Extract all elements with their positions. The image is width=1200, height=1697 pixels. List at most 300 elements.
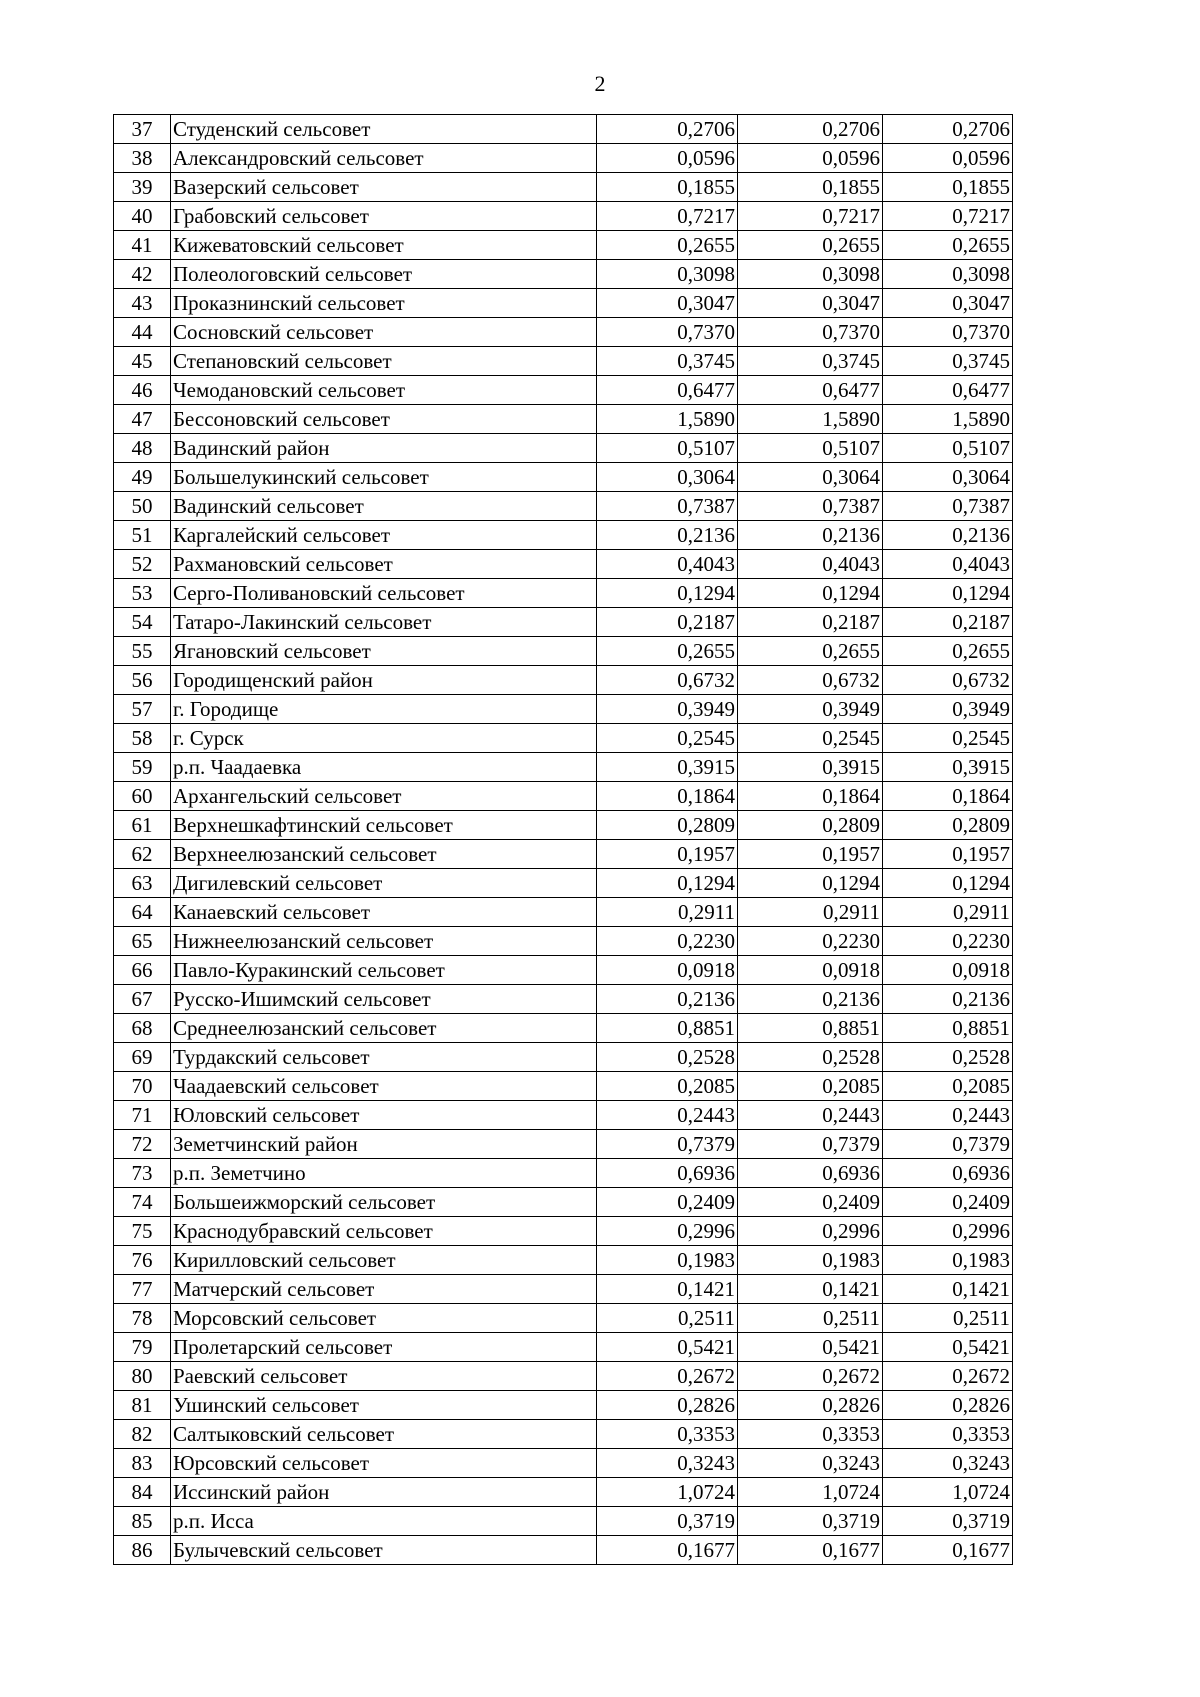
municipality-name-cell: р.п. Исса	[171, 1507, 597, 1536]
municipality-name-cell: Вадинский сельсовет	[171, 492, 597, 521]
value-cell-1: 0,2826	[597, 1391, 738, 1420]
municipality-name-cell: Большеижморский сельсовет	[171, 1188, 597, 1217]
value-cell-3: 0,1864	[883, 782, 1013, 811]
row-number-cell: 39	[114, 173, 171, 202]
value-cell-1: 0,2655	[597, 637, 738, 666]
table-row	[114, 376, 1013, 405]
table-row	[114, 1333, 1013, 1362]
table-row	[114, 463, 1013, 492]
value-cell-3: 0,0596	[883, 144, 1013, 173]
value-cell-2: 0,2187	[738, 608, 883, 637]
value-cell-2: 0,2230	[738, 927, 883, 956]
value-cell-2: 0,2996	[738, 1217, 883, 1246]
table-row	[114, 695, 1013, 724]
row-number-cell: 43	[114, 289, 171, 318]
value-cell-3: 0,2826	[883, 1391, 1013, 1420]
value-cell-3: 0,6732	[883, 666, 1013, 695]
value-cell-1: 0,2230	[597, 927, 738, 956]
table-row	[114, 550, 1013, 579]
table-row	[114, 1507, 1013, 1536]
value-cell-2: 0,3098	[738, 260, 883, 289]
value-cell-2: 0,2528	[738, 1043, 883, 1072]
table-row	[114, 405, 1013, 434]
value-cell-2: 0,5107	[738, 434, 883, 463]
municipality-name-cell: Пролетарский сельсовет	[171, 1333, 597, 1362]
value-cell-1: 0,2528	[597, 1043, 738, 1072]
page-number: 2	[594, 71, 606, 96]
data-table	[113, 114, 1013, 1565]
value-cell-1: 0,2136	[597, 985, 738, 1014]
table-row	[114, 1449, 1013, 1478]
row-number-cell: 49	[114, 463, 171, 492]
value-cell-2: 0,7379	[738, 1130, 883, 1159]
table-row	[114, 666, 1013, 695]
municipality-name-cell: Проказнинский сельсовет	[171, 289, 597, 318]
value-cell-2: 1,5890	[738, 405, 883, 434]
row-number-cell: 44	[114, 318, 171, 347]
row-number-cell: 65	[114, 927, 171, 956]
row-number-cell: 75	[114, 1217, 171, 1246]
row-number-cell: 46	[114, 376, 171, 405]
value-cell-2: 0,2443	[738, 1101, 883, 1130]
table-row	[114, 782, 1013, 811]
value-cell-1: 0,1957	[597, 840, 738, 869]
value-cell-1: 0,2809	[597, 811, 738, 840]
value-cell-2: 0,2672	[738, 1362, 883, 1391]
value-cell-1: 0,2996	[597, 1217, 738, 1246]
value-cell-2: 0,5421	[738, 1333, 883, 1362]
value-cell-3: 0,2136	[883, 985, 1013, 1014]
table-row	[114, 1014, 1013, 1043]
row-number-cell: 79	[114, 1333, 171, 1362]
value-cell-1: 0,3353	[597, 1420, 738, 1449]
table-row	[114, 1275, 1013, 1304]
municipality-name-cell: Канаевский сельсовет	[171, 898, 597, 927]
table-row	[114, 521, 1013, 550]
row-number-cell: 64	[114, 898, 171, 927]
value-cell-1: 0,6732	[597, 666, 738, 695]
value-cell-3: 0,6477	[883, 376, 1013, 405]
row-number-cell: 70	[114, 1072, 171, 1101]
municipality-name-cell: Городищенский район	[171, 666, 597, 695]
row-number-cell: 77	[114, 1275, 171, 1304]
value-cell-1: 0,2511	[597, 1304, 738, 1333]
table-row	[114, 1043, 1013, 1072]
table-row	[114, 898, 1013, 927]
row-number-cell: 66	[114, 956, 171, 985]
row-number-cell: 42	[114, 260, 171, 289]
value-cell-1: 0,2085	[597, 1072, 738, 1101]
table-row	[114, 1246, 1013, 1275]
value-cell-1: 0,7370	[597, 318, 738, 347]
table-row	[114, 202, 1013, 231]
table-row	[114, 811, 1013, 840]
value-cell-2: 0,6936	[738, 1159, 883, 1188]
table-body	[114, 115, 1013, 1565]
row-number-cell: 47	[114, 405, 171, 434]
value-cell-1: 0,7387	[597, 492, 738, 521]
municipality-name-cell: Серго-Поливановский сельсовет	[171, 579, 597, 608]
municipality-name-cell: Чемодановский сельсовет	[171, 376, 597, 405]
municipality-name-cell: Среднеелюзанский сельсовет	[171, 1014, 597, 1043]
municipality-name-cell: Турдакский сельсовет	[171, 1043, 597, 1072]
row-number-cell: 76	[114, 1246, 171, 1275]
municipality-name-cell: Вадинский район	[171, 434, 597, 463]
row-number-cell: 63	[114, 869, 171, 898]
municipality-name-cell: Юловский сельсовет	[171, 1101, 597, 1130]
row-number-cell: 61	[114, 811, 171, 840]
table-row	[114, 1362, 1013, 1391]
row-number-cell: 84	[114, 1478, 171, 1507]
municipality-name-cell: Иссинский район	[171, 1478, 597, 1507]
value-cell-1: 0,6936	[597, 1159, 738, 1188]
value-cell-3: 0,2672	[883, 1362, 1013, 1391]
municipality-name-cell: Грабовский сельсовет	[171, 202, 597, 231]
municipality-name-cell: Матчерский сельсовет	[171, 1275, 597, 1304]
value-cell-1: 0,1983	[597, 1246, 738, 1275]
value-cell-1: 0,1677	[597, 1536, 738, 1565]
value-cell-3: 0,0918	[883, 956, 1013, 985]
value-cell-2: 0,1294	[738, 579, 883, 608]
table-row	[114, 1478, 1013, 1507]
value-cell-1: 0,1864	[597, 782, 738, 811]
value-cell-2: 0,2545	[738, 724, 883, 753]
value-cell-3: 0,2545	[883, 724, 1013, 753]
municipality-name-cell: Архангельский сельсовет	[171, 782, 597, 811]
value-cell-1: 0,2706	[597, 115, 738, 144]
table-row	[114, 753, 1013, 782]
value-cell-2: 0,3064	[738, 463, 883, 492]
value-cell-3: 0,7387	[883, 492, 1013, 521]
value-cell-3: 0,2528	[883, 1043, 1013, 1072]
row-number-cell: 54	[114, 608, 171, 637]
row-number-cell: 73	[114, 1159, 171, 1188]
municipality-name-cell: Чаадаевский сельсовет	[171, 1072, 597, 1101]
municipality-name-cell: Нижнеелюзанский сельсовет	[171, 927, 597, 956]
value-cell-1: 0,3098	[597, 260, 738, 289]
value-cell-3: 1,0724	[883, 1478, 1013, 1507]
value-cell-1: 0,8851	[597, 1014, 738, 1043]
row-number-cell: 55	[114, 637, 171, 666]
municipality-name-cell: Юрсовский сельсовет	[171, 1449, 597, 1478]
value-cell-2: 0,1421	[738, 1275, 883, 1304]
value-cell-3: 0,2443	[883, 1101, 1013, 1130]
value-cell-2: 0,2911	[738, 898, 883, 927]
value-cell-1: 0,3949	[597, 695, 738, 724]
table-row	[114, 289, 1013, 318]
municipality-name-cell: Ягановский сельсовет	[171, 637, 597, 666]
value-cell-1: 0,3243	[597, 1449, 738, 1478]
municipality-name-cell: Вазерский сельсовет	[171, 173, 597, 202]
value-cell-1: 0,1855	[597, 173, 738, 202]
value-cell-2: 0,2136	[738, 521, 883, 550]
value-cell-1: 0,2545	[597, 724, 738, 753]
value-cell-1: 0,7379	[597, 1130, 738, 1159]
value-cell-3: 0,3915	[883, 753, 1013, 782]
municipality-name-cell: Полеологовский сельсовет	[171, 260, 597, 289]
municipality-name-cell: р.п. Земетчино	[171, 1159, 597, 1188]
municipality-name-cell: Раевский сельсовет	[171, 1362, 597, 1391]
value-cell-2: 0,2655	[738, 637, 883, 666]
value-cell-2: 0,1294	[738, 869, 883, 898]
row-number-cell: 48	[114, 434, 171, 463]
table-row	[114, 318, 1013, 347]
value-cell-3: 1,5890	[883, 405, 1013, 434]
value-cell-2: 0,7217	[738, 202, 883, 231]
value-cell-3: 0,2187	[883, 608, 1013, 637]
municipality-name-cell: Дигилевский сельсовет	[171, 869, 597, 898]
value-cell-1: 0,2443	[597, 1101, 738, 1130]
value-cell-2: 0,3243	[738, 1449, 883, 1478]
value-cell-3: 0,1957	[883, 840, 1013, 869]
value-cell-2: 0,6477	[738, 376, 883, 405]
value-cell-3: 0,3745	[883, 347, 1013, 376]
municipality-name-cell: Студенский сельсовет	[171, 115, 597, 144]
municipality-name-cell: Степановский сельсовет	[171, 347, 597, 376]
value-cell-3: 0,2230	[883, 927, 1013, 956]
table-row	[114, 724, 1013, 753]
value-cell-3: 0,2911	[883, 898, 1013, 927]
municipality-name-cell: Салтыковский сельсовет	[171, 1420, 597, 1449]
value-cell-1: 0,2187	[597, 608, 738, 637]
value-cell-3: 0,7379	[883, 1130, 1013, 1159]
value-cell-2: 0,4043	[738, 550, 883, 579]
value-cell-2: 0,7370	[738, 318, 883, 347]
value-cell-3: 0,7370	[883, 318, 1013, 347]
value-cell-3: 0,2409	[883, 1188, 1013, 1217]
value-cell-1: 0,3915	[597, 753, 738, 782]
value-cell-3: 0,1855	[883, 173, 1013, 202]
value-cell-1: 0,2409	[597, 1188, 738, 1217]
value-cell-3: 0,3047	[883, 289, 1013, 318]
table-row	[114, 579, 1013, 608]
row-number-cell: 59	[114, 753, 171, 782]
value-cell-3: 0,5421	[883, 1333, 1013, 1362]
table-row	[114, 1130, 1013, 1159]
table-row	[114, 869, 1013, 898]
municipality-name-cell: г. Сурск	[171, 724, 597, 753]
value-cell-1: 0,0918	[597, 956, 738, 985]
value-cell-3: 0,4043	[883, 550, 1013, 579]
value-cell-3: 0,7217	[883, 202, 1013, 231]
value-cell-1: 0,5421	[597, 1333, 738, 1362]
value-cell-3: 0,6936	[883, 1159, 1013, 1188]
municipality-name-cell: Александровский сельсовет	[171, 144, 597, 173]
row-number-cell: 51	[114, 521, 171, 550]
value-cell-2: 0,2085	[738, 1072, 883, 1101]
value-cell-1: 0,0596	[597, 144, 738, 173]
value-cell-1: 0,2655	[597, 231, 738, 260]
row-number-cell: 71	[114, 1101, 171, 1130]
value-cell-2: 0,1855	[738, 173, 883, 202]
value-cell-1: 0,1421	[597, 1275, 738, 1304]
table-row	[114, 347, 1013, 376]
table-row	[114, 173, 1013, 202]
row-number-cell: 74	[114, 1188, 171, 1217]
municipality-name-cell: Верхнеелюзанский сельсовет	[171, 840, 597, 869]
value-cell-2: 0,1957	[738, 840, 883, 869]
table-row	[114, 115, 1013, 144]
table-row	[114, 1159, 1013, 1188]
table-row	[114, 608, 1013, 637]
row-number-cell: 85	[114, 1507, 171, 1536]
value-cell-1: 0,4043	[597, 550, 738, 579]
value-cell-1: 0,5107	[597, 434, 738, 463]
value-cell-2: 0,1983	[738, 1246, 883, 1275]
row-number-cell: 62	[114, 840, 171, 869]
row-number-cell: 86	[114, 1536, 171, 1565]
row-number-cell: 56	[114, 666, 171, 695]
value-cell-1: 0,3047	[597, 289, 738, 318]
municipality-name-cell: Сосновский сельсовет	[171, 318, 597, 347]
value-cell-3: 0,1294	[883, 579, 1013, 608]
value-cell-3: 0,1294	[883, 869, 1013, 898]
value-cell-1: 0,3719	[597, 1507, 738, 1536]
table-row	[114, 231, 1013, 260]
value-cell-2: 0,2655	[738, 231, 883, 260]
value-cell-3: 0,2809	[883, 811, 1013, 840]
table-row	[114, 1420, 1013, 1449]
table-row	[114, 1072, 1013, 1101]
table-row	[114, 840, 1013, 869]
value-cell-1: 0,7217	[597, 202, 738, 231]
municipality-name-cell: Морсовский сельсовет	[171, 1304, 597, 1333]
value-cell-2: 0,3719	[738, 1507, 883, 1536]
row-number-cell: 67	[114, 985, 171, 1014]
value-cell-2: 0,1864	[738, 782, 883, 811]
value-cell-2: 0,6732	[738, 666, 883, 695]
municipality-name-cell: Татаро-Лакинский сельсовет	[171, 608, 597, 637]
value-cell-2: 0,0918	[738, 956, 883, 985]
value-cell-1: 0,3064	[597, 463, 738, 492]
value-cell-2: 0,2809	[738, 811, 883, 840]
table-row	[114, 927, 1013, 956]
municipality-name-cell: Верхнешкафтинский сельсовет	[171, 811, 597, 840]
value-cell-2: 0,3949	[738, 695, 883, 724]
municipality-name-cell: Булычевский сельсовет	[171, 1536, 597, 1565]
row-number-cell: 57	[114, 695, 171, 724]
value-cell-3: 0,2655	[883, 637, 1013, 666]
row-number-cell: 69	[114, 1043, 171, 1072]
municipality-name-cell: Кирилловский сельсовет	[171, 1246, 597, 1275]
value-cell-2: 0,2136	[738, 985, 883, 1014]
row-number-cell: 41	[114, 231, 171, 260]
table-row	[114, 1101, 1013, 1130]
municipality-name-cell: Земетчинский район	[171, 1130, 597, 1159]
table-row	[114, 434, 1013, 463]
row-number-cell: 83	[114, 1449, 171, 1478]
value-cell-1: 0,3745	[597, 347, 738, 376]
value-cell-1: 0,1294	[597, 579, 738, 608]
row-number-cell: 38	[114, 144, 171, 173]
value-cell-3: 0,3064	[883, 463, 1013, 492]
table-row	[114, 1188, 1013, 1217]
row-number-cell: 58	[114, 724, 171, 753]
municipality-name-cell: Русско-Ишимский сельсовет	[171, 985, 597, 1014]
municipality-name-cell: Каргалейский сельсовет	[171, 521, 597, 550]
municipality-name-cell: Ушинский сельсовет	[171, 1391, 597, 1420]
value-cell-3: 0,2085	[883, 1072, 1013, 1101]
row-number-cell: 50	[114, 492, 171, 521]
municipality-name-cell: г. Городище	[171, 695, 597, 724]
municipality-name-cell: Большелукинский сельсовет	[171, 463, 597, 492]
row-number-cell: 53	[114, 579, 171, 608]
municipality-name-cell: Рахмановский сельсовет	[171, 550, 597, 579]
value-cell-1: 0,6477	[597, 376, 738, 405]
value-cell-3: 0,3243	[883, 1449, 1013, 1478]
value-cell-3: 0,3098	[883, 260, 1013, 289]
row-number-cell: 72	[114, 1130, 171, 1159]
value-cell-1: 1,5890	[597, 405, 738, 434]
table-row	[114, 260, 1013, 289]
row-number-cell: 60	[114, 782, 171, 811]
value-cell-3: 0,2655	[883, 231, 1013, 260]
value-cell-2: 1,0724	[738, 1478, 883, 1507]
municipality-name-cell: Кижеватовский сельсовет	[171, 231, 597, 260]
value-cell-3: 0,2706	[883, 115, 1013, 144]
value-cell-2: 0,3915	[738, 753, 883, 782]
row-number-cell: 52	[114, 550, 171, 579]
row-number-cell: 68	[114, 1014, 171, 1043]
value-cell-2: 0,2409	[738, 1188, 883, 1217]
value-cell-2: 0,2826	[738, 1391, 883, 1420]
table-row	[114, 492, 1013, 521]
value-cell-2: 0,3353	[738, 1420, 883, 1449]
table-row	[114, 1217, 1013, 1246]
table-row	[114, 1304, 1013, 1333]
value-cell-3: 0,2996	[883, 1217, 1013, 1246]
value-cell-3: 0,3719	[883, 1507, 1013, 1536]
value-cell-1: 0,2911	[597, 898, 738, 927]
value-cell-2: 0,1677	[738, 1536, 883, 1565]
value-cell-3: 0,5107	[883, 434, 1013, 463]
table-row	[114, 985, 1013, 1014]
value-cell-2: 0,7387	[738, 492, 883, 521]
row-number-cell: 40	[114, 202, 171, 231]
value-cell-3: 0,1677	[883, 1536, 1013, 1565]
municipality-name-cell: Бессоновский сельсовет	[171, 405, 597, 434]
value-cell-2: 0,2706	[738, 115, 883, 144]
value-cell-3: 0,1983	[883, 1246, 1013, 1275]
value-cell-3: 0,2136	[883, 521, 1013, 550]
value-cell-2: 0,0596	[738, 144, 883, 173]
table-row	[114, 637, 1013, 666]
table-row	[114, 1391, 1013, 1420]
value-cell-3: 0,8851	[883, 1014, 1013, 1043]
row-number-cell: 78	[114, 1304, 171, 1333]
row-number-cell: 82	[114, 1420, 171, 1449]
value-cell-3: 0,3353	[883, 1420, 1013, 1449]
value-cell-1: 0,2672	[597, 1362, 738, 1391]
row-number-cell: 37	[114, 115, 171, 144]
municipality-name-cell: Краснодубравский сельсовет	[171, 1217, 597, 1246]
municipality-name-cell: Павло-Куракинский сельсовет	[171, 956, 597, 985]
value-cell-3: 0,2511	[883, 1304, 1013, 1333]
row-number-cell: 80	[114, 1362, 171, 1391]
value-cell-2: 0,3047	[738, 289, 883, 318]
value-cell-2: 0,3745	[738, 347, 883, 376]
value-cell-2: 0,8851	[738, 1014, 883, 1043]
value-cell-3: 0,1421	[883, 1275, 1013, 1304]
table-row	[114, 956, 1013, 985]
table-row	[114, 144, 1013, 173]
row-number-cell: 45	[114, 347, 171, 376]
municipality-name-cell: р.п. Чаадаевка	[171, 753, 597, 782]
row-number-cell: 81	[114, 1391, 171, 1420]
value-cell-2: 0,2511	[738, 1304, 883, 1333]
value-cell-3: 0,3949	[883, 695, 1013, 724]
value-cell-1: 0,2136	[597, 521, 738, 550]
